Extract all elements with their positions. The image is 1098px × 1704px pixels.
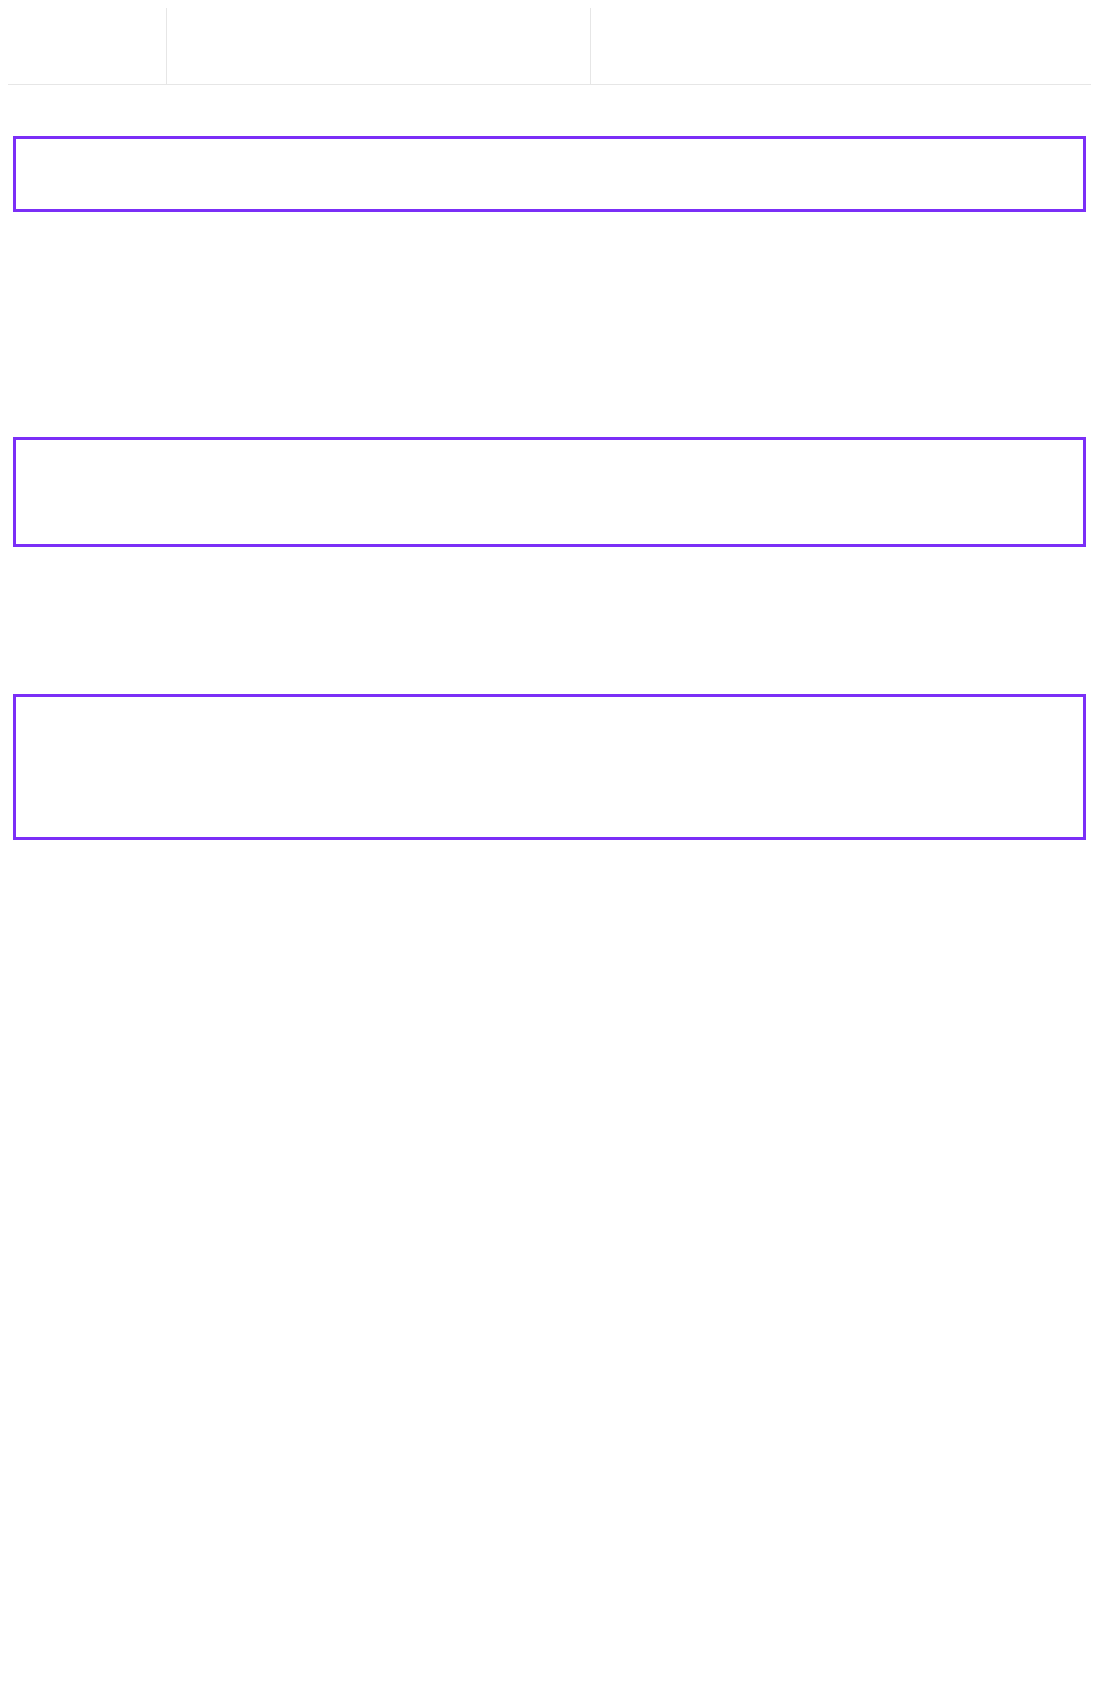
group-quarter-header — [590, 8, 1091, 85]
header-group-row — [8, 8, 1091, 85]
table-title — [8, 8, 166, 85]
highlight-box-cashflow — [13, 694, 1086, 840]
highlight-box-income — [13, 136, 1086, 212]
financial-summary-table — [8, 8, 1091, 85]
group-annual-header — [166, 8, 590, 85]
highlight-box-balance — [13, 437, 1086, 547]
